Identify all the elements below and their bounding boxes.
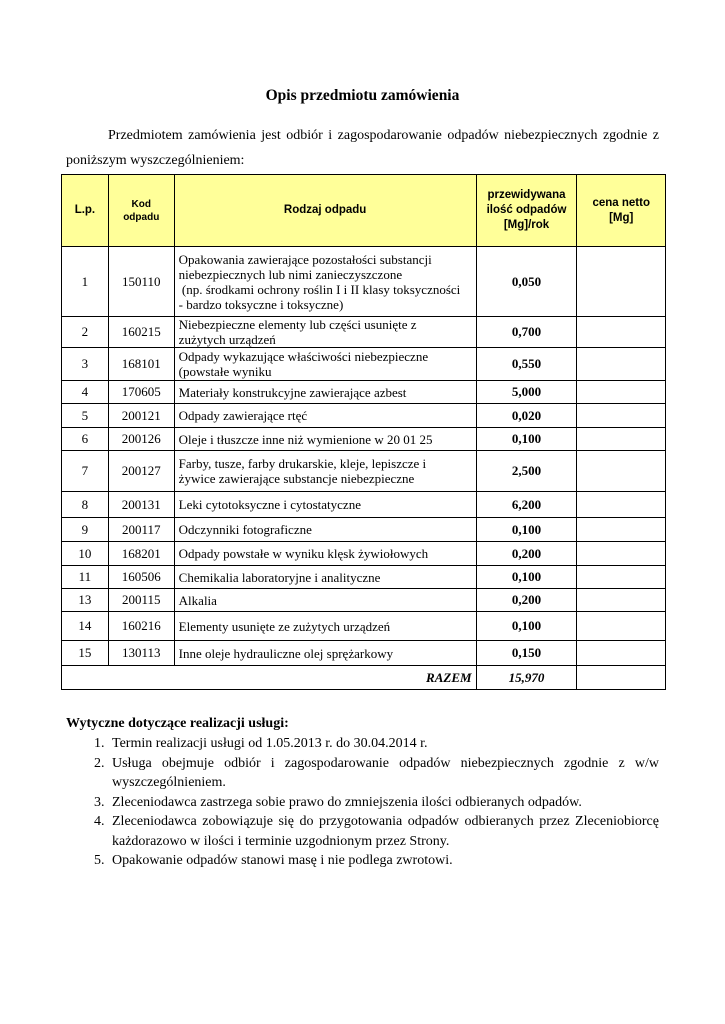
header-ilosc-line3: [Mg]/rok bbox=[503, 219, 550, 231]
row-cena bbox=[577, 566, 666, 589]
row-rodzaj-line: niebezpiecznych lub nimi zanieczyszczone bbox=[178, 266, 403, 282]
row-rodzaj bbox=[174, 247, 476, 317]
row-kod: 200126 bbox=[108, 428, 174, 451]
row-lp: 7 bbox=[62, 451, 109, 492]
row-cena bbox=[577, 589, 666, 612]
row-lp: 11 bbox=[62, 566, 109, 589]
total-label: RAZEM bbox=[62, 666, 477, 690]
row-kod: 200131 bbox=[108, 492, 174, 518]
header-cena-line2: [Mg] bbox=[609, 211, 634, 224]
table-row bbox=[62, 317, 666, 348]
row-rodzaj-line: Inne oleje hydrauliczne olej sprężarkowy bbox=[178, 645, 394, 661]
row-cena bbox=[577, 451, 666, 492]
row-rodzaj-line: Odpady wykazujące właściwości niebezpieczne bbox=[178, 349, 429, 364]
row-rodzaj-line: Odczynniki fotograficzne bbox=[178, 522, 312, 537]
row-rodzaj-line: (np. środkami ochrony roślin I i II klasy toksyczności bbox=[178, 281, 461, 297]
row-kod: 160506 bbox=[108, 566, 174, 589]
header-lp: L.p. bbox=[62, 175, 109, 247]
row-ilosc: 2,500 bbox=[476, 451, 577, 492]
row-ilosc: 0,100 bbox=[476, 612, 577, 641]
table-row bbox=[62, 589, 666, 612]
table-header-row bbox=[62, 175, 666, 247]
row-lp: 1 bbox=[62, 247, 109, 317]
row-rodzaj bbox=[174, 612, 476, 641]
header-kod-line1: Kod bbox=[131, 198, 151, 210]
row-rodzaj-line: Chemikalia laboratoryjne i analityczne bbox=[178, 569, 381, 585]
row-lp: 13 bbox=[62, 589, 109, 612]
row-cena bbox=[577, 404, 666, 428]
row-rodzaj bbox=[174, 518, 476, 542]
row-rodzaj-line: Leki cytotoksyczne i cytostatyczne bbox=[178, 497, 361, 512]
row-rodzaj-line: - bardzo toksyczne i toksyczne) bbox=[178, 296, 344, 312]
table-row bbox=[62, 612, 666, 641]
row-ilosc: 0,100 bbox=[476, 428, 577, 451]
row-lp: 15 bbox=[62, 641, 109, 666]
intro-paragraph bbox=[66, 123, 659, 173]
guideline-item: 4. Zleceniodawca zobowiązuje się do przygotowania odpadów odbieranych przez Zleceniobiorcę każdorazowo w ilości i terminie uzgodnionym przez Strony. bbox=[108, 812, 659, 851]
row-rodzaj-line: zużytych urządzeń bbox=[178, 332, 276, 347]
row-rodzaj-line: Elementy usunięte ze zużytych urządzeń bbox=[178, 618, 391, 634]
row-kod: 160215 bbox=[108, 317, 174, 348]
table-row bbox=[62, 381, 666, 404]
table-row bbox=[62, 542, 666, 566]
row-ilosc: 0,100 bbox=[476, 518, 577, 542]
page-title: Opis przedmiotu zamówienia bbox=[265, 87, 460, 104]
row-ilosc: 6,200 bbox=[476, 492, 577, 518]
row-rodzaj bbox=[174, 381, 476, 404]
header-kod-line2: odpadu bbox=[123, 211, 160, 223]
header-cena-line1: cena netto bbox=[592, 196, 650, 209]
row-lp: 2 bbox=[62, 317, 109, 348]
row-cena bbox=[577, 428, 666, 451]
row-rodzaj-line: Farby, tusze, farby drukarskie, kleje, lepiszcze i bbox=[178, 456, 427, 471]
row-kod: 160216 bbox=[108, 612, 174, 641]
row-lp: 5 bbox=[62, 404, 109, 428]
intro-text: Przedmiotem zamówienia jest odbiór i zagospodarowanie odpadów niebezpiecznych zgodnie z poniższym wyszczególnieniem: bbox=[66, 128, 659, 168]
row-rodzaj bbox=[174, 348, 476, 381]
row-lp: 9 bbox=[62, 518, 109, 542]
row-lp: 8 bbox=[62, 492, 109, 518]
row-kod: 130113 bbox=[108, 641, 174, 666]
header-ilosc-line2: ilość odpadów bbox=[486, 204, 567, 216]
row-rodzaj bbox=[174, 589, 476, 612]
guideline-item: 1. Termin realizacji usługi od 1.05.2013 r. do 30.04.2014 r. bbox=[108, 734, 659, 754]
table-row bbox=[62, 641, 666, 666]
row-rodzaj-line: Odpady powstałe w wyniku klęsk żywiołowych bbox=[178, 546, 429, 561]
row-rodzaj bbox=[174, 641, 476, 666]
guideline-item: 5. Opakowanie odpadów stanowi masę i nie podlega zwrotowi. bbox=[108, 851, 659, 871]
table-row bbox=[62, 566, 666, 589]
row-cena bbox=[577, 381, 666, 404]
row-ilosc: 0,700 bbox=[476, 317, 577, 348]
header-cena bbox=[577, 175, 666, 247]
guideline-item: 2. Usługa obejmuje odbiór i zagospodarowanie odpadów niebezpiecznych zgodnie z w/w wyszczególnieniem. bbox=[108, 754, 659, 793]
guidelines-list bbox=[66, 734, 659, 871]
row-cena bbox=[577, 612, 666, 641]
row-lp: 10 bbox=[62, 542, 109, 566]
row-kod: 168101 bbox=[108, 348, 174, 381]
row-kod: 150110 bbox=[108, 247, 174, 317]
row-kod: 170605 bbox=[108, 381, 174, 404]
row-cena bbox=[577, 542, 666, 566]
table-row bbox=[62, 348, 666, 381]
row-ilosc: 5,000 bbox=[476, 381, 577, 404]
row-rodzaj-line: Alkalia bbox=[178, 592, 217, 608]
row-ilosc: 0,020 bbox=[476, 404, 577, 428]
row-rodzaj-line: żywice zawierające substancje niebezpieczne bbox=[178, 471, 415, 486]
row-kod: 200127 bbox=[108, 451, 174, 492]
row-ilosc: 0,050 bbox=[476, 247, 577, 317]
table-row bbox=[62, 404, 666, 428]
row-rodzaj bbox=[174, 542, 476, 566]
row-rodzaj-line: Niebezpieczne elementy lub części usunięte z bbox=[178, 317, 417, 332]
row-rodzaj bbox=[174, 451, 476, 492]
table-body bbox=[62, 247, 666, 666]
table-row bbox=[62, 492, 666, 518]
row-rodzaj-line: (powstałe wyniku bbox=[178, 364, 272, 379]
row-ilosc: 0,150 bbox=[476, 641, 577, 666]
row-cena bbox=[577, 518, 666, 542]
row-ilosc: 0,100 bbox=[476, 566, 577, 589]
table-row bbox=[62, 518, 666, 542]
guideline-item: 3. Zleceniodawca zastrzega sobie prawo do zmniejszenia ilości odbieranych odpadów. bbox=[108, 793, 659, 813]
table-row bbox=[62, 428, 666, 451]
guidelines-heading: Wytyczne dotyczące realizacji usługi: bbox=[66, 716, 289, 731]
row-kod: 200121 bbox=[108, 404, 174, 428]
row-rodzaj bbox=[174, 404, 476, 428]
row-rodzaj bbox=[174, 492, 476, 518]
row-ilosc: 0,550 bbox=[476, 348, 577, 381]
header-kod bbox=[108, 175, 174, 247]
row-rodzaj bbox=[174, 317, 476, 348]
row-kod: 200117 bbox=[108, 518, 174, 542]
row-kod: 168201 bbox=[108, 542, 174, 566]
row-lp: 14 bbox=[62, 612, 109, 641]
waste-table bbox=[61, 174, 666, 690]
row-rodzaj-line: Materiały konstrukcyjne zawierające azbest bbox=[178, 384, 407, 400]
row-rodzaj-line: Opakowania zawierające pozostałości substancji bbox=[178, 251, 432, 267]
row-rodzaj bbox=[174, 428, 476, 451]
row-lp: 4 bbox=[62, 381, 109, 404]
row-cena bbox=[577, 492, 666, 518]
total-value: 15,970 bbox=[476, 666, 577, 690]
table-row bbox=[62, 451, 666, 492]
row-kod: 200115 bbox=[108, 589, 174, 612]
row-lp: 3 bbox=[62, 348, 109, 381]
row-cena bbox=[577, 348, 666, 381]
header-ilosc-line1: przewidywana bbox=[487, 189, 566, 201]
header-ilosc bbox=[476, 175, 577, 247]
table-row bbox=[62, 247, 666, 317]
row-rodzaj bbox=[174, 566, 476, 589]
row-ilosc: 0,200 bbox=[476, 542, 577, 566]
row-rodzaj-line: Odpady zawierające rtęć bbox=[178, 408, 308, 423]
total-price-cell bbox=[577, 666, 666, 690]
row-ilosc: 0,200 bbox=[476, 589, 577, 612]
row-cena bbox=[577, 641, 666, 666]
row-cena bbox=[577, 317, 666, 348]
header-rodzaj: Rodzaj odpadu bbox=[174, 175, 476, 247]
row-cena bbox=[577, 247, 666, 317]
total-row bbox=[62, 666, 666, 690]
row-lp: 6 bbox=[62, 428, 109, 451]
row-rodzaj-line: Oleje i tłuszcze inne niż wymienione w 20 01 25 bbox=[178, 431, 433, 447]
